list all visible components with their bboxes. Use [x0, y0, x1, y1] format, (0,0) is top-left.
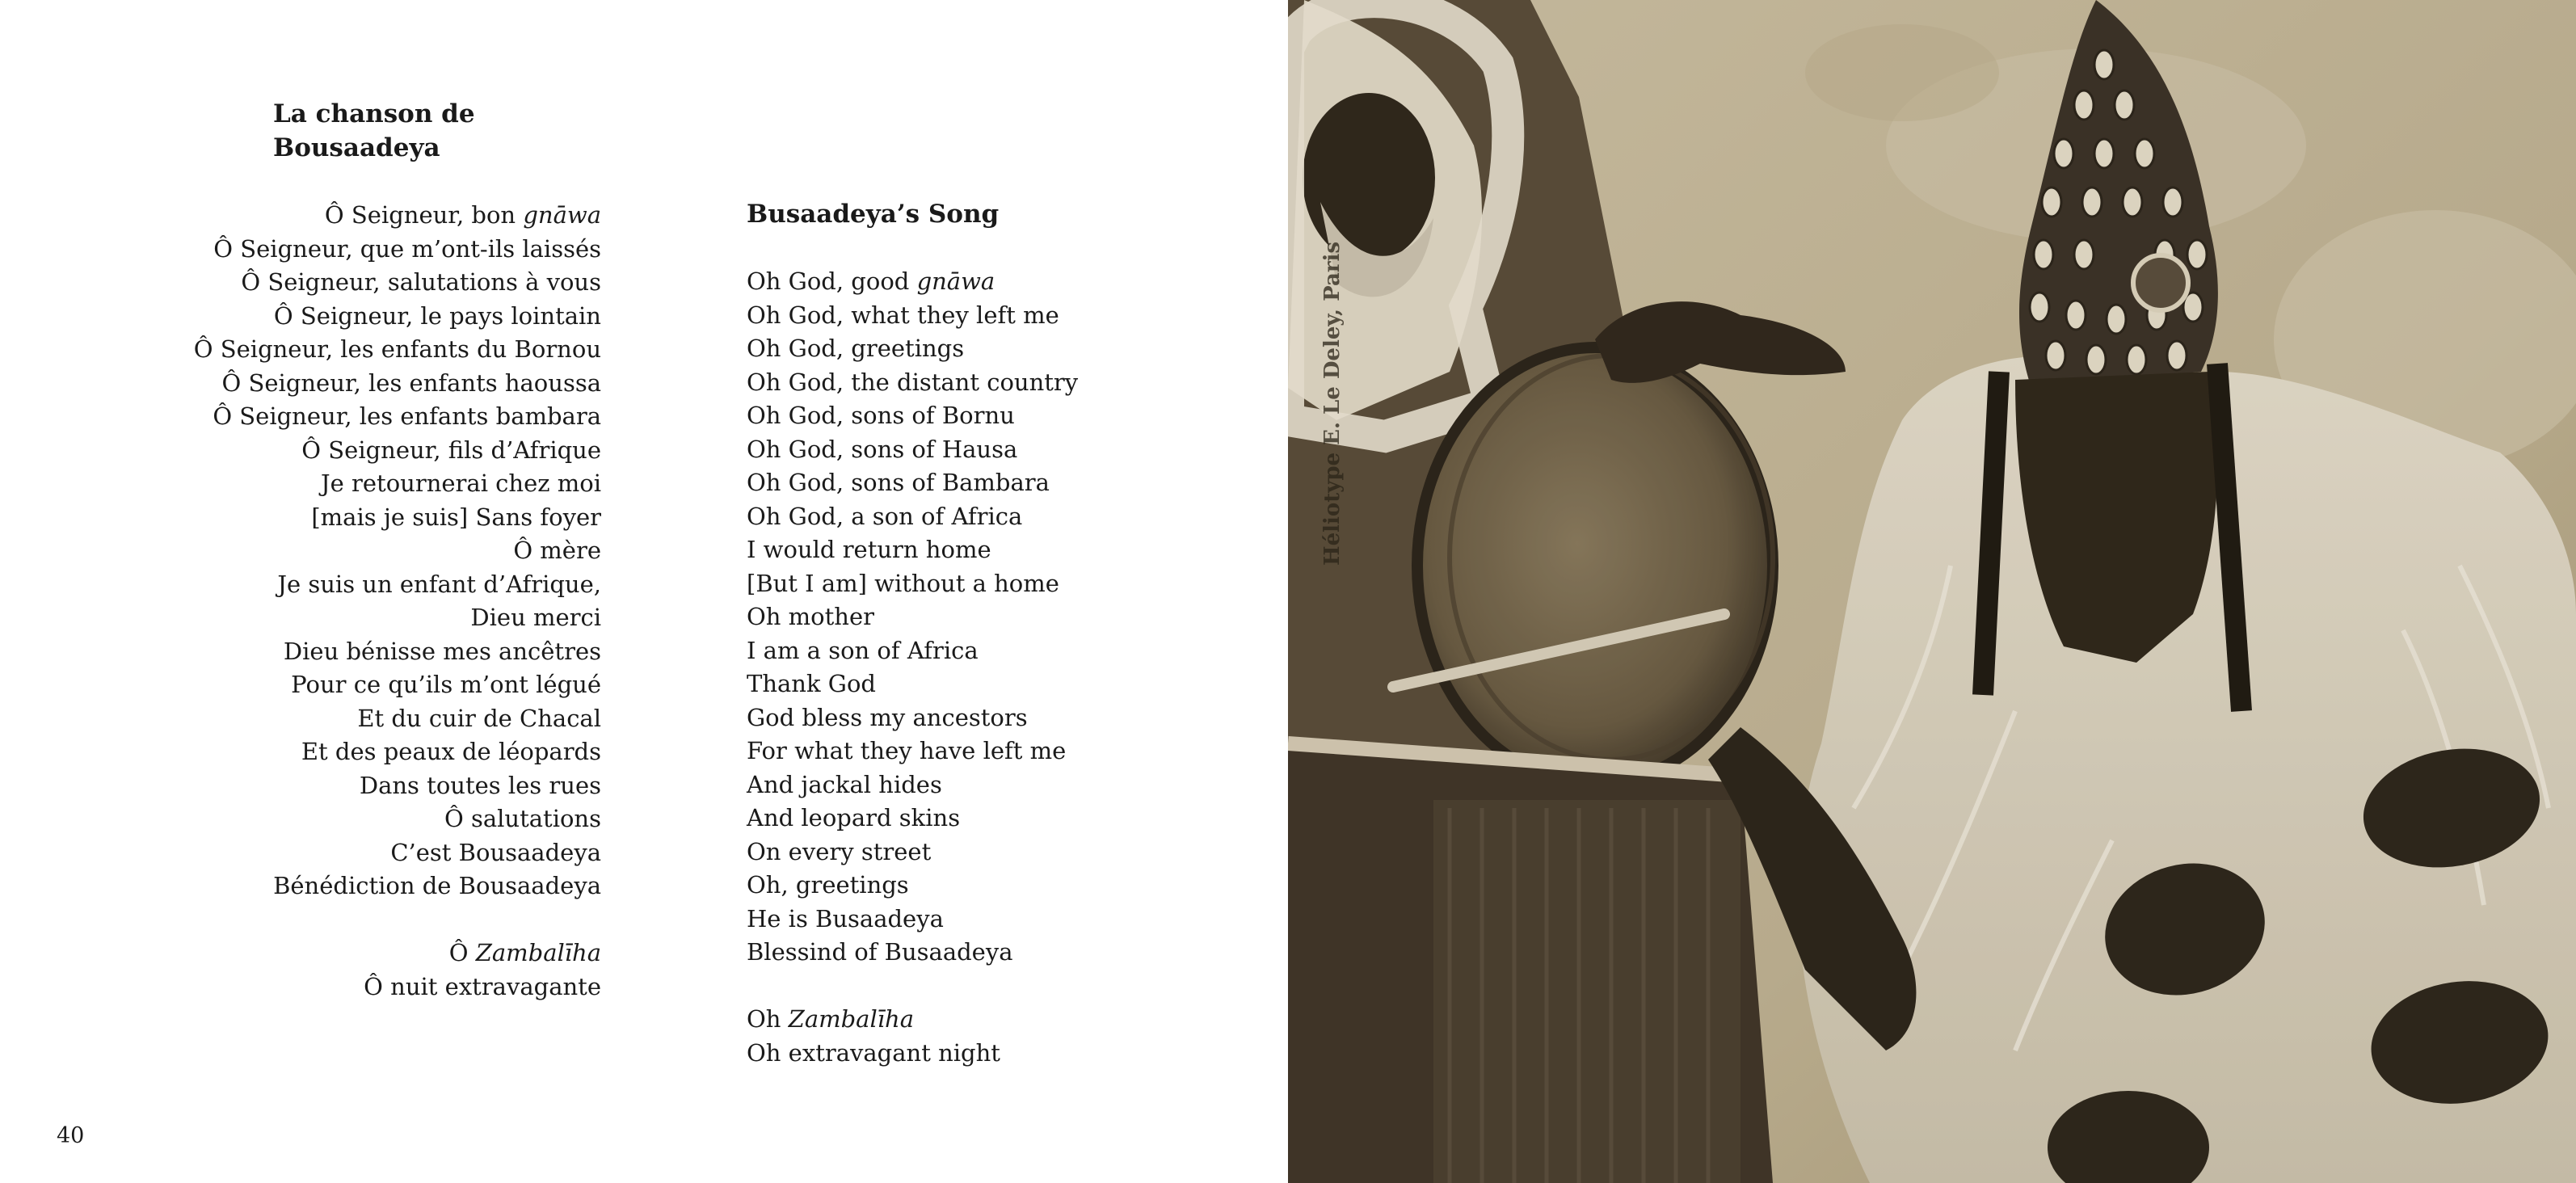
stanza-break — [747, 970, 1167, 1004]
verse-text: [mais je suis] Sans foyer — [311, 503, 601, 531]
verse-line — [747, 500, 1167, 534]
verse-line — [121, 735, 601, 769]
verse-line — [747, 667, 1167, 701]
verse-text: Ô Seigneur, fils d’Afrique — [301, 436, 601, 464]
verse-text: Oh mother — [747, 603, 874, 630]
verse-line — [121, 467, 601, 501]
verse-text: Ô mère — [513, 537, 601, 564]
verse-text: Oh God, good — [747, 267, 917, 295]
verse-text: And leopard skins — [747, 804, 961, 831]
verse-text: Dieu bénisse mes ancêtres — [283, 637, 601, 665]
italic-word: Zambalīha — [788, 1005, 914, 1033]
verse-text: He is Busaadeya — [747, 904, 944, 933]
verse-line — [121, 400, 601, 434]
verse-line — [121, 434, 601, 468]
verse-text: Dans toutes les rues — [359, 771, 601, 799]
verse-line — [747, 836, 1167, 869]
verse-line — [747, 533, 1167, 567]
verse-text: Ô — [448, 939, 476, 966]
verse-text: Ô Seigneur, les enfants bambara — [213, 402, 601, 430]
verse-text: Ô Seigneur, les enfants du Bornou — [193, 335, 601, 363]
verse-text: Et des peaux de léopards — [301, 738, 601, 765]
verse-line — [747, 466, 1167, 500]
verse-text: Oh God, what they left me — [747, 301, 1059, 329]
english-poem — [747, 197, 1167, 1070]
verse-line — [121, 601, 601, 635]
verse-text: Bénédiction de Bousaadeya — [273, 872, 601, 899]
verse-line — [747, 903, 1167, 937]
verse-text: Blessind of Busaadeya — [747, 938, 1013, 966]
verse-text: Je suis un enfant d’Afrique, — [277, 570, 601, 598]
verse-line — [747, 701, 1167, 735]
verse-text: Pour ce qu’ils m’ont légué — [291, 671, 601, 698]
stanza-break — [121, 903, 601, 937]
verse-line — [121, 937, 601, 970]
verse-line — [747, 600, 1167, 634]
verse-text: Thank God — [747, 670, 876, 697]
verse-line — [747, 634, 1167, 668]
verse-text: Oh God, the distant country — [747, 368, 1079, 396]
verse-text: Ô Seigneur, que m’ont-ils laissés — [213, 234, 601, 263]
verse-line — [121, 668, 601, 702]
verse-line — [121, 233, 601, 267]
verse-text: On every street — [747, 837, 932, 865]
verse-line — [121, 367, 601, 401]
verse-text: And jackal hides — [747, 770, 942, 798]
verse-line — [747, 399, 1167, 433]
verse-line — [121, 266, 601, 300]
verse-text: Oh God, sons of Hausa — [747, 435, 1018, 463]
verse-line — [121, 568, 601, 602]
verse-text: I would return home — [747, 536, 991, 563]
verse-line — [121, 300, 601, 334]
italic-word: Zambalīha — [475, 939, 601, 966]
verse-line — [121, 702, 601, 736]
verse-line — [121, 769, 601, 803]
verse-text: Ô Seigneur, bon — [324, 201, 524, 229]
verse-line — [121, 869, 601, 903]
verse-line — [121, 836, 601, 870]
verse-line — [121, 534, 601, 568]
verse-text: Oh extravagant night — [747, 1038, 1000, 1067]
verse-text: For what they have left me — [747, 737, 1067, 764]
verse-text: Dieu merci — [470, 604, 601, 631]
photo-illustration — [1288, 0, 2576, 1183]
verse-line — [121, 199, 601, 233]
verse-line — [747, 299, 1167, 333]
french-verse — [121, 199, 601, 1004]
verse-line — [121, 333, 601, 367]
page-number: 40 — [57, 1123, 85, 1148]
photo-credit: Héliotype E. Le Deley, Paris — [1320, 241, 1345, 566]
verse-line — [747, 332, 1167, 366]
verse-line — [747, 1037, 1167, 1071]
verse-text: Je retournerai chez moi — [321, 469, 601, 497]
verse-text: Et du cuir de Chacal — [357, 704, 601, 732]
english-title: Busaadeya’s Song — [747, 200, 1000, 229]
verse-text: Oh God, sons of Bornu — [747, 402, 1015, 429]
verse-line — [747, 433, 1167, 467]
verse-text: Ô salutations — [444, 805, 601, 832]
historical-photograph — [1288, 0, 2576, 1183]
verse-text: Ô Seigneur, salutations à vous — [241, 268, 601, 296]
verse-text: Oh God, a son of Africa — [747, 502, 1023, 530]
verse-text: Ô nuit extravagante — [364, 972, 601, 1000]
verse-text: Oh, greetings — [747, 871, 909, 899]
verse-text: [But I am] without a home — [747, 569, 1059, 597]
verse-text: God bless my ancestors — [747, 703, 1028, 731]
verse-line — [121, 970, 601, 1004]
verse-text: C’est Bousaadeya — [390, 838, 601, 866]
verse-line — [747, 802, 1167, 836]
verse-line — [747, 1003, 1167, 1037]
verse-line — [747, 869, 1167, 903]
verse-text: Oh — [747, 1005, 789, 1033]
verse-text: Oh God, greetings — [747, 335, 965, 362]
verse-text: I am a son of Africa — [747, 636, 979, 664]
verse-line — [747, 366, 1167, 400]
verse-line — [121, 635, 601, 669]
italic-word: gnāwa — [523, 201, 601, 229]
verse-text: Ô Seigneur, le pays lointain — [273, 301, 601, 330]
french-poem — [121, 97, 601, 1004]
french-title: La chanson de Bousaadeya — [273, 99, 475, 162]
verse-line — [747, 567, 1167, 601]
verse-text: Oh God, sons of Bambara — [747, 469, 1050, 496]
italic-word: gnāwa — [916, 267, 995, 295]
verse-line — [747, 735, 1167, 768]
verse-line — [747, 768, 1167, 802]
verse-line — [747, 936, 1167, 970]
verse-line — [121, 802, 601, 836]
verse-line — [121, 501, 601, 535]
verse-text: Ô Seigneur, les enfants haoussa — [221, 368, 601, 397]
english-verse — [747, 265, 1167, 1070]
verse-line — [747, 265, 1167, 299]
